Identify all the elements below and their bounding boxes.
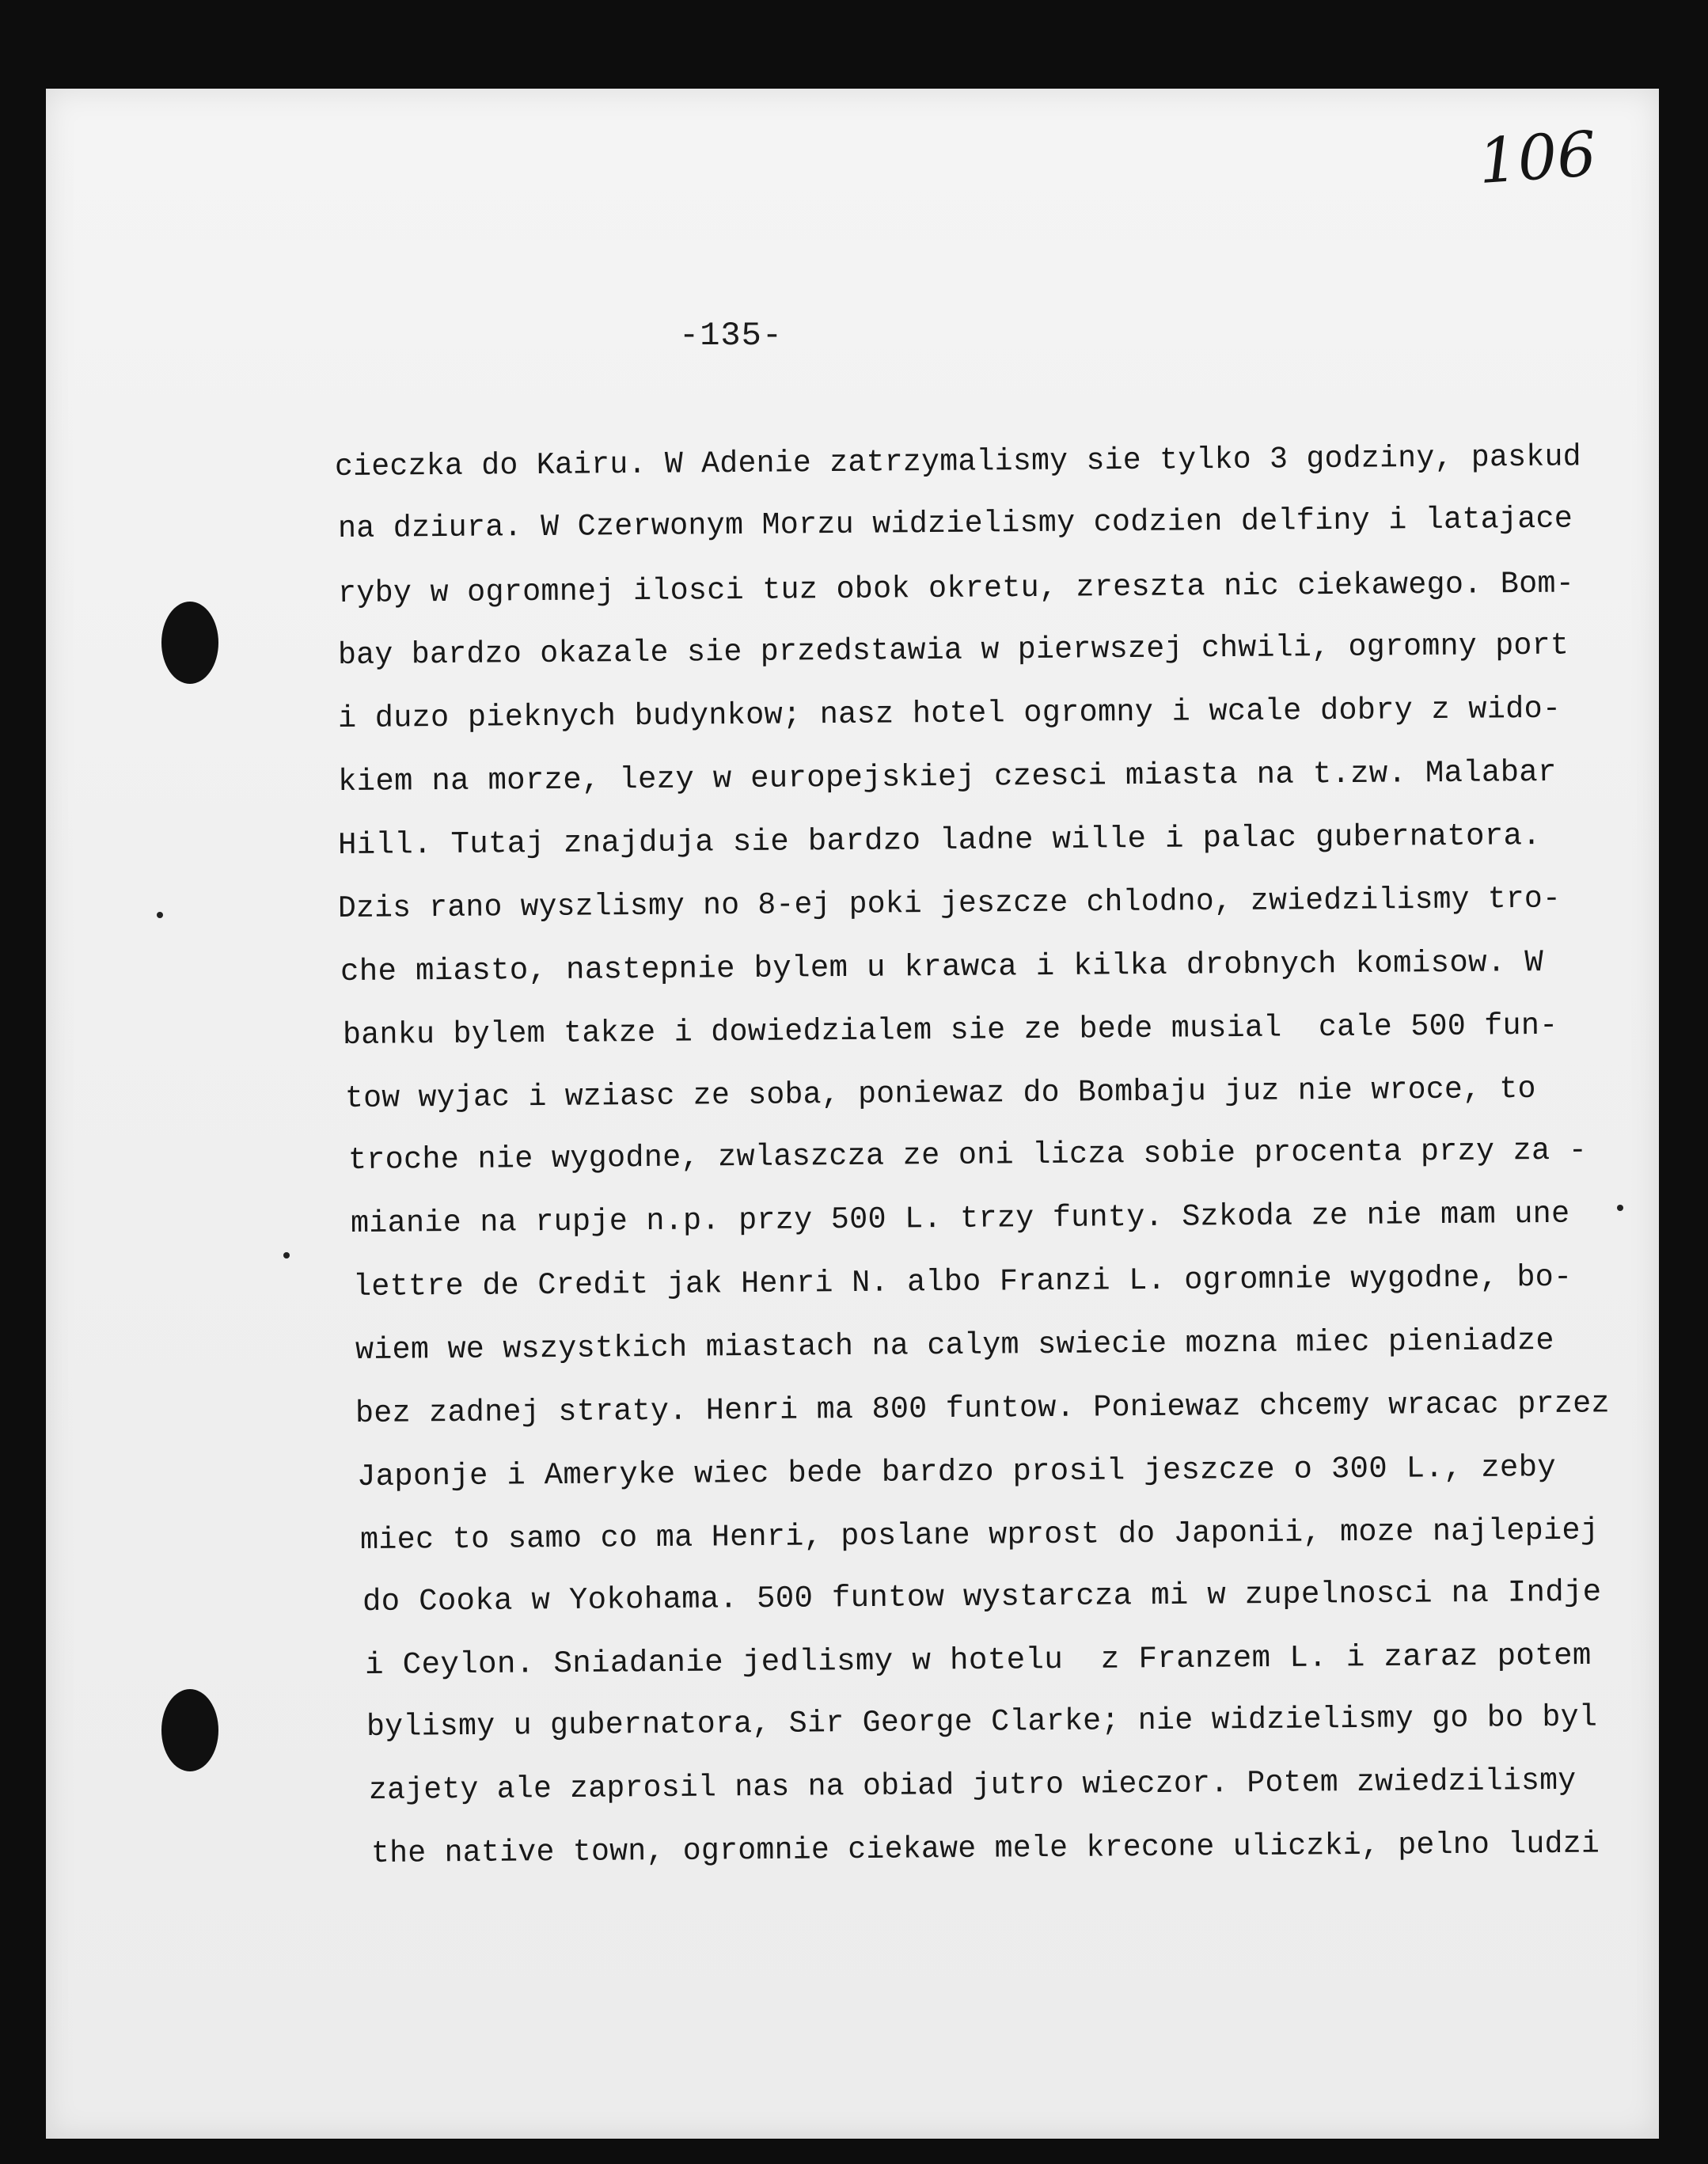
text-line: miec to samo co ma Henri, poslane wprost do Japonii, moze najlepiej: [359, 1513, 1600, 1558]
text-line: do Cooka w Yokohama. 500 funtow wystarcza mi w zupelnosci na Indje: [362, 1574, 1602, 1619]
text-line: i duzo pieknych budynkow; nasz hotel ogromny i wcale dobry z wido-: [337, 691, 1562, 736]
text-line: the native town, ogromnie ciekawe mele krecone uliczki, pelno ludzi: [370, 1826, 1600, 1871]
text-line: bylismy u gubernatora, Sir George Clarke; nie widzielismy go bo byl: [366, 1699, 1598, 1744]
text-line: bez zadnej straty. Henri ma 800 funtow. Poniewaz chcemy wracac przez: [355, 1386, 1610, 1431]
text-line: zajety ale zaprosil nas na obiad jutro wieczor. Potem zwiedzilismy: [368, 1763, 1577, 1808]
text-line: tow wyjac i wziasc ze soba, poniewaz do Bombaju juz nie wroce, to: [344, 1071, 1536, 1116]
text-line: mianie na rupje n.p. przy 500 L. trzy funty. Szkoda ze nie mam une: [350, 1196, 1570, 1241]
text-line: Japonje i Ameryke wiec bede bardzo prosil jeszcze o 300 L., zeby: [356, 1450, 1557, 1494]
text-line: wiem we wszystkich miastach na calym swiecie mozna miec pieniadze: [355, 1323, 1554, 1368]
text-line: Hill. Tutaj znajduja sie bardzo ladne wille i palac gubernatora.: [337, 818, 1542, 863]
folio-number: 106: [1476, 118, 1599, 199]
text-line: kiem na morze, lezy w europejskiej czesci miasta na t.zw. Malabar: [337, 754, 1557, 799]
text-line: Dzis rano wyszlismy no 8-ej poki jeszcze chlodno, zwiedzilismy tro-: [337, 881, 1562, 926]
text-line: lettre de Credit jak Henri N. albo Franzi L. ogromnie wygodne, bo-: [352, 1259, 1573, 1304]
text-line: cieczka do Kairu. W Adenie zatrzymalismy sie tylko 3 godziny, paskud: [334, 439, 1581, 484]
text-line: bay bardzo okazale sie przedstawia w pierwszej chwili, ogromny port: [337, 628, 1569, 673]
text-line: i Ceylon. Sniadanie jedlismy w hotelu z Franzem L. i zaraz potem: [364, 1638, 1592, 1683]
text-line: ryby w ogromnej ilosci tuz obok okretu, zreszta nic ciekawego. Bom-: [337, 566, 1575, 611]
text-line: banku bylem takze i dowiedzialem sie ze bede musial cale 500 fun-: [342, 1008, 1558, 1053]
text-line: che miasto, nastepnie bylem u krawca i kilka drobnych komisow. W: [340, 945, 1544, 989]
page-number: -135-: [679, 317, 784, 355]
text-line: troche nie wygodne, zwlaszcza ze oni licza sobie procenta przy za -: [347, 1133, 1588, 1178]
text-line: na dziura. W Czerwonym Morzu widzielismy codzien delfiny i latajace: [337, 501, 1573, 546]
